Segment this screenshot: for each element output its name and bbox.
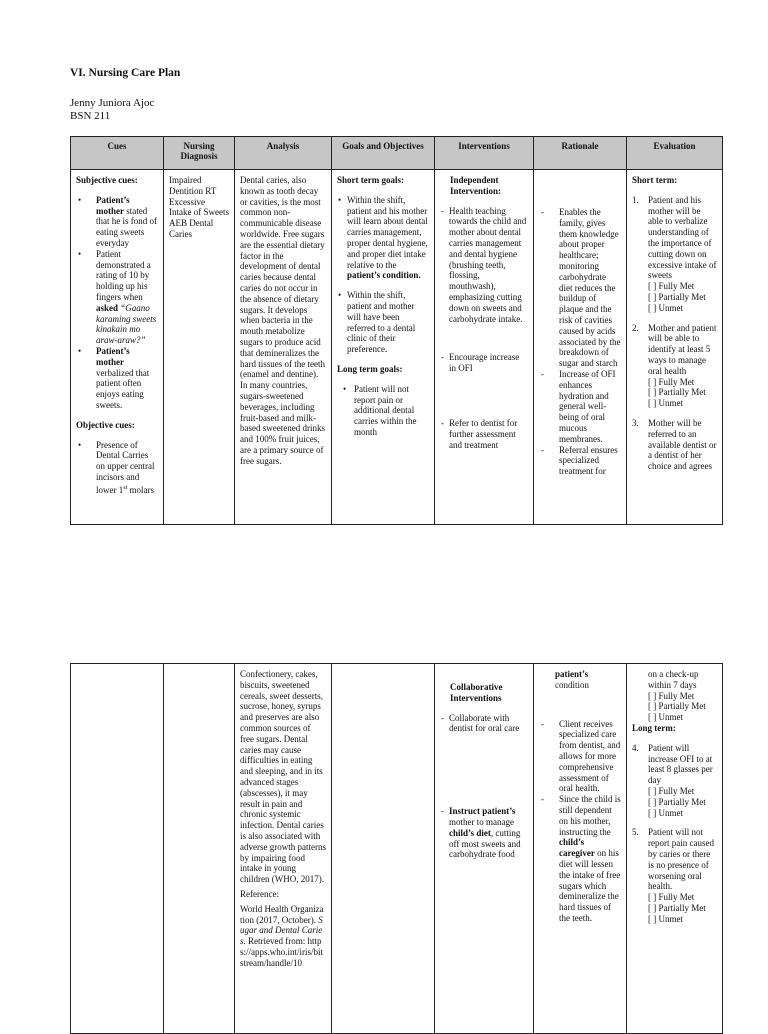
eval-5-unmet: [ ] Unmet	[648, 913, 683, 924]
rationale-2: - Increase of OFI enhances hydration and general well-being of oral mucous membranes.	[539, 369, 621, 445]
eval-1-partially-met: [ ] Partially Met	[648, 291, 706, 302]
analysis-cell-continued	[235, 664, 332, 1034]
evaluation-2: 2. Mother and patient will be able to identify at least 5 ways to manage oral health [ ] Fully Met [ ] Partially Met [ ] Unmet	[632, 322, 717, 409]
plan-row	[71, 170, 723, 525]
evaluation-4: 4. Patient will increase OFI to at least 8 glasses per day [ ] Fully Met [ ] Partially Met [ ] Unmet	[632, 743, 717, 819]
intervention-5: - Instruct patient’s mother to manage child’s diet, cutting off most sweets and carbohydrate food	[440, 806, 528, 860]
care-plan-table-page2	[70, 663, 723, 1034]
evaluation-3-continued: on a check-up within 7 days [ ] Fully Met [ ] Partially Met [ ] Unmet	[632, 669, 717, 723]
subjective-cue-1: • Patient’s mother stated that he is fond of eating sweets everyday	[76, 195, 158, 249]
nursing-diagnosis-text: Impaired Dentition RT Excessive Intake of Sweets AEB Dental Caries	[169, 175, 229, 239]
header-evaluation: Evaluation	[627, 137, 723, 170]
evaluation-cell-continued	[627, 664, 723, 1034]
long-term-eval-label: Long term:	[632, 722, 676, 733]
eval-3-partially-met: [ ] Partially Met	[648, 701, 706, 712]
header-row	[71, 137, 723, 170]
header-goals: Goals and Objectives	[332, 137, 435, 170]
goals-cell-continued	[332, 664, 435, 1034]
eval-3-fully-met: [ ] Fully Met	[648, 690, 695, 701]
subjective-cue-2: • Patient demonstrated a rating of 10 by holding up his fingers when asked “Gaano karaming sweets kinakain mo araw-araw?”	[76, 249, 158, 346]
reference-citation: World Health Organization (2017, October). Sugar and Dental Caries. Retrieved from: https://apps.who.int/iris/bitstream/handle/10	[240, 903, 324, 968]
short-term-eval-label: Short term:	[632, 175, 678, 185]
header-interventions: Interventions	[435, 137, 534, 170]
eval-1-unmet: [ ] Unmet	[648, 302, 683, 313]
objective-cues-label: Objective cues:	[76, 419, 135, 430]
objective-cue-1: • Presence of Dental Carries on upper central incisors and lower 1st molars	[76, 440, 158, 496]
goals-cell	[332, 170, 435, 525]
header-nursing-diagnosis: Nursing Diagnosis	[164, 137, 235, 170]
header-cues: Cues	[71, 137, 164, 170]
analysis-text: Dental caries, also known as tooth decay or cavities, is the most common non-communicable disease worldwide. Free sugars are the essential dietary factor in the development of dental caries because dental caries do not occur in the absence of dietary sugars. It develops when bacteria in the mouth metabolize sugars to produce acid that demineralizes the hard tissues of the teeth (enamel and dentine). In many countries, sugars-sweetened beverages, including fruit-based and milk-based sweetened drinks and 100% fruit juices, are a primary source of free sugars.	[240, 175, 325, 466]
interventions-cell	[435, 170, 534, 525]
eval-1-fully-met: [ ] Fully Met	[648, 281, 695, 292]
intervention-2: - Encourage increase in OFI	[440, 352, 528, 374]
eval-2-unmet: [ ] Unmet	[648, 398, 683, 409]
evaluation-5: 5. Patient will not report pain caused by caries or there is no presence of worsening oral health. [ ] Fully Met [ ] Partially Met [ ] Unmet	[632, 827, 717, 924]
short-term-goal-2: • Within the shift, patient and mother will have been referred to a dental clinic of their preference.	[337, 290, 429, 355]
care-plan-table-page1	[70, 136, 723, 525]
eval-4-fully-met: [ ] Fully Met	[648, 785, 695, 796]
reference-label: Reference:	[240, 888, 279, 899]
long-term-goals-label: Long term goals:	[337, 363, 403, 374]
independent-intervention-label: Independent Intervention:	[450, 175, 501, 196]
rationale-3-continued: patient’s condition	[555, 669, 589, 690]
analysis-cell	[235, 170, 332, 525]
intervention-4: - Collaborate with dentist for oral care	[440, 713, 528, 735]
eval-3-unmet: [ ] Unmet	[648, 712, 683, 723]
subjective-cues-label: Subjective cues:	[76, 175, 138, 185]
intervention-1: - Health teaching towards the child and mother about dental carries management and dental hygiene (brushing teeth, flossing, mouthwash), emphasizing cutting down on sweets and carbohydrate intake.	[440, 206, 528, 325]
diagnosis-cell	[164, 170, 235, 525]
evaluation-cell	[627, 170, 723, 525]
interventions-cell-continued	[435, 664, 534, 1034]
student-name: Jenny Juniora Ajoc	[70, 97, 155, 109]
rationale-cell-continued	[534, 664, 627, 1034]
short-term-goal-1: • Within the shift, patient and his mother will learn about dental carries management, proper dental hygiene, and proper diet intake relative to the patient’s condition.	[337, 195, 429, 281]
eval-4-partially-met: [ ] Partially Met	[648, 796, 706, 807]
header-analysis: Analysis	[235, 137, 332, 170]
collaborative-interventions-label: Collaborative Interventions	[450, 682, 503, 703]
eval-4-unmet: [ ] Unmet	[648, 807, 683, 818]
evaluation-3: 3. Mother will be referred to an available dentist or a dentist of her choice and agrees	[632, 417, 717, 472]
eval-2-fully-met: [ ] Fully Met	[648, 376, 695, 387]
rationale-4: - Client receives specialized care from dentist, and allows for more comprehensive assessment of oral health.	[539, 719, 621, 795]
rationale-1: - Enables the family, gives them knowledge about proper healthcare; monitoring carbohydrate diet reduces the buildup of plaque and the risk of cavities caused by acids associated by the breakdown of sugar and starch	[539, 207, 621, 369]
eval-2-partially-met: [ ] Partially Met	[648, 387, 706, 398]
evaluation-1: 1. Patient and his mother will be able to verbalize understanding of the importance of cutting down on excessive intake of sweets [ ] Fully Met [ ] Partially Met [ ] Unmet	[632, 194, 717, 313]
short-term-goals-label: Short term goals:	[337, 175, 404, 185]
student-info	[70, 97, 154, 123]
page-title: VI. Nursing Care Plan	[70, 67, 181, 79]
intervention-3: - Refer to dentist for further assessment and treatment	[440, 418, 528, 450]
student-course: BSN 211	[70, 110, 111, 122]
rationale-cell	[534, 170, 627, 525]
long-term-goal-1: • Patient will not report pain or additional dental carries within the month	[343, 384, 429, 438]
eval-5-partially-met: [ ] Partially Met	[648, 902, 706, 913]
cues-cell-continued	[71, 664, 164, 1034]
plan-row-continued	[71, 664, 723, 1034]
analysis-text-continued: Confectionery, cakes, biscuits, sweetened cereals, sweet desserts, sucrose, honey, syrups and preserves are also common sources of free sugars. Dental caries may cause difficulties in eating and sleeping, and in its advanced stages (abscesses), it may result in pain and chronic systemic infection. Dental caries is also associated with adverse growth patterns by impairing food intake in young children (WHO, 2017).	[240, 669, 326, 885]
header-rationale: Rationale	[534, 137, 627, 170]
diagnosis-cell-continued	[164, 664, 235, 1034]
eval-5-fully-met: [ ] Fully Met	[648, 892, 695, 903]
subjective-cue-3: • Patient’s mother verbalized that patient often enjoys eating sweets.	[76, 346, 158, 411]
rationale-5: - Since the child is still dependent on his mother, instructing the child’s caregiver on his diet will lessen the intake of free sugars which demineralize the hard tissues of the teeth.	[539, 794, 621, 924]
cues-cell	[71, 170, 164, 525]
rationale-3: - Referral ensures specialized treatment for	[539, 445, 621, 477]
